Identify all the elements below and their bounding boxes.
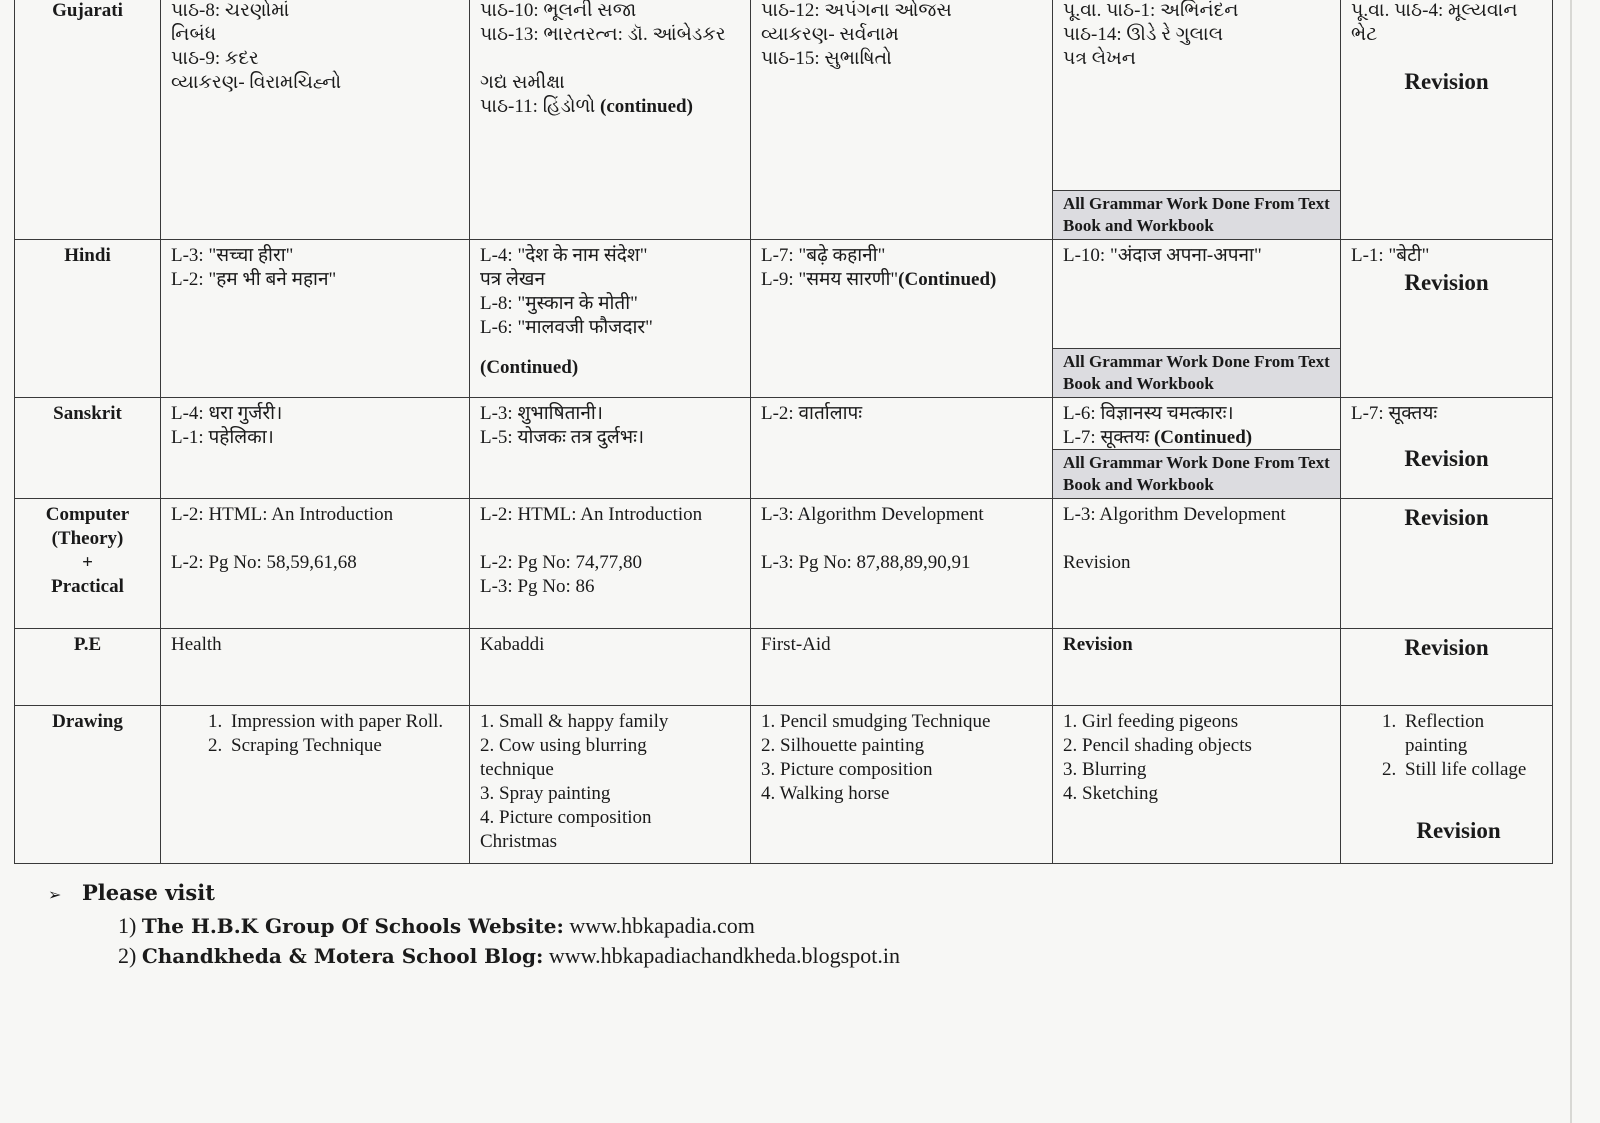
list-item: 1. Impression with paper Roll. <box>227 710 459 734</box>
topic-cell <box>751 0 1053 240</box>
topic-line <box>1063 527 1330 551</box>
topic-line: 3. Spray painting <box>480 783 611 804</box>
topic-cell <box>1053 398 1341 499</box>
subject-name <box>15 398 161 499</box>
subject-line: Sanskrit <box>53 403 122 424</box>
topic-cell <box>161 706 470 864</box>
topic-cell <box>1053 629 1341 706</box>
topic-line: 3. Blurring <box>1063 759 1147 780</box>
topic-line: પાઠ-12: અપંગના ઓજસ <box>761 0 952 21</box>
blog-link[interactable]: www.hbkapadiachandkheda.blogspot.in <box>548 943 900 968</box>
topic-line: પૂ.વા. પાઠ-4: મૂલ્યવાન <box>1351 0 1518 21</box>
topic-line <box>761 268 1042 292</box>
topic-line: પાઠ-15: સુભાષિતો <box>761 48 892 69</box>
drawing-list <box>1375 710 1542 782</box>
link-label: Chandkheda & Motera School Blog: <box>141 944 544 968</box>
revision-label: Revision <box>1063 634 1133 655</box>
topic-line: L-6: विज्ञानस्य चमत्कारः। <box>1063 403 1234 424</box>
topic-line: 1. Girl feeding pigeons <box>1063 711 1239 732</box>
topic-line: 1. Small & happy family <box>480 711 669 732</box>
subject-name <box>15 499 161 629</box>
arrow-bullet-icon: ➢ <box>48 887 62 904</box>
continued-marker: (Continued) <box>898 269 997 290</box>
topic-cell <box>470 398 751 499</box>
grammar-note: All Grammar Work Done From Text Book and Workbook <box>1053 449 1340 498</box>
subject-row-sanskrit <box>15 398 1553 499</box>
topic-line: L-2: HTML: An Introduction <box>480 504 703 525</box>
topic-line <box>1063 426 1330 450</box>
revision-label: Revision <box>1404 270 1489 295</box>
revision-label: Revision <box>1416 818 1501 843</box>
topic-line <box>761 527 1042 551</box>
topic-line: પત્ર લેખન <box>1063 48 1136 69</box>
topic-line: L-1: "बेटी" <box>1351 245 1430 266</box>
footer-link-item <box>48 941 900 971</box>
topic-line: L-4: "देश के नाम संदेश" <box>480 245 648 266</box>
revision-label: Revision <box>1404 69 1489 94</box>
topic-line: 4. Walking horse <box>761 783 890 804</box>
list-item: 1. Reflection painting <box>1401 710 1542 758</box>
topic-line: Christmas <box>480 831 558 852</box>
list-item: 2. Scraping Technique <box>227 734 459 758</box>
topic-line: 3. Picture composition <box>761 759 933 780</box>
grammar-note: All Grammar Work Done From Text Book and Workbook <box>1053 190 1340 239</box>
topic-line: પાઠ-13: ભારતરત્ન: ડૉ. આંબેડકર <box>480 24 726 45</box>
topic-cell <box>470 240 751 398</box>
topic-line: पत्र लेखन <box>480 269 545 290</box>
footer <box>48 878 900 971</box>
topic-line: 4. Picture composition <box>480 807 652 828</box>
topic-line: L-3: "सच्चा हीरा" <box>171 245 294 266</box>
topic-line: L-3: Pg No: 87,88,89,90,91 <box>761 552 971 573</box>
topic-cell <box>161 240 470 398</box>
topic-line: L-2: वार्तालापः <box>761 403 863 424</box>
topic-cell <box>1341 240 1553 398</box>
topic-line: L-3: Algorithm Development <box>761 504 984 525</box>
topic-line: વ્યાકરણ- વિરામચિહ્નો <box>171 72 342 93</box>
topic-line: L-1: पहेलिका। <box>171 427 274 448</box>
continued-marker: (Continued) <box>1153 427 1253 448</box>
topic-text: L-7: सूक्तयः <box>1063 427 1150 448</box>
topic-text: પાઠ-11: હિંડોળો <box>480 96 596 117</box>
topic-cell <box>1053 240 1341 398</box>
topic-line: technique <box>480 759 554 780</box>
grammar-note: All Grammar Work Done From Text Book and Workbook <box>1053 348 1340 397</box>
topic-cell <box>470 629 751 706</box>
topic-line: ભેટ <box>1351 24 1378 45</box>
topic-line: L-2: HTML: An Introduction <box>171 504 394 525</box>
subject-name <box>15 240 161 398</box>
footer-link-item <box>48 911 900 941</box>
topic-line: 2. Pencil shading objects <box>1063 735 1252 756</box>
footer-heading-row <box>48 878 900 911</box>
topic-cell <box>161 629 470 706</box>
topic-cell <box>751 706 1053 864</box>
drawing-list <box>201 710 459 758</box>
subject-line: (Theory) <box>51 528 124 549</box>
topic-line: Kabaddi <box>480 634 545 655</box>
topic-line <box>480 95 740 119</box>
syllabus-table <box>14 0 1553 864</box>
topic-line: ગદ્ય સમીક્ષા <box>480 72 565 93</box>
topic-line: L-3: Pg No: 86 <box>480 576 595 597</box>
subject-line: Hindi <box>64 245 111 266</box>
topic-text: L-9: "समय सारणी" <box>761 269 899 290</box>
topic-cell <box>1053 0 1341 240</box>
topic-line <box>171 527 459 551</box>
topic-line: L-6: "मालवजी फौजदार" <box>480 317 653 338</box>
topic-line: વ્યાકરણ- સર્વનામ <box>761 24 899 45</box>
topic-cell <box>1341 0 1553 240</box>
topic-line <box>480 47 740 71</box>
topic-line: પાઠ-9: કદર <box>171 48 259 69</box>
topic-cell <box>161 499 470 629</box>
topic-cell <box>470 706 751 864</box>
page-edge <box>1570 0 1572 1123</box>
subject-name <box>15 706 161 864</box>
topic-line: First-Aid <box>761 634 831 655</box>
subject-line: Practical <box>51 576 124 597</box>
topic-line: પાઠ-14: ઊડે રે ગુલાલ <box>1063 24 1224 45</box>
subject-line: Drawing <box>52 711 123 732</box>
continued-marker: (continued) <box>600 96 693 117</box>
topic-line: નિબંધ <box>171 24 217 45</box>
topic-line: પાઠ-10: ભૂલની સજા <box>480 0 637 21</box>
topic-line: L-2: "हम भी बने महान" <box>171 269 337 290</box>
website-link[interactable]: www.hbkapadia.com <box>569 913 755 938</box>
topic-cell <box>161 398 470 499</box>
subject-name <box>15 629 161 706</box>
topic-line: L-3: शुभाषितानी। <box>480 403 603 424</box>
link-number: 1) <box>118 913 137 938</box>
topic-line: 4. Sketching <box>1063 783 1158 804</box>
topic-line: 2. Silhouette painting <box>761 735 925 756</box>
link-label: The H.B.K Group Of Schools Website: <box>141 914 564 938</box>
subject-line: + <box>82 552 93 573</box>
topic-line: L-7: "बढ़े कहानी" <box>761 245 886 266</box>
subject-row-pe <box>15 629 1553 706</box>
topic-line: પાઠ-8: ચરણોમાં <box>171 0 290 21</box>
topic-line <box>480 527 740 551</box>
topic-line: 2. Cow using blurring <box>480 735 647 756</box>
link-number: 2) <box>118 943 137 968</box>
subject-line: Gujarati <box>52 0 123 21</box>
topic-cell <box>1053 706 1341 864</box>
topic-cell <box>751 629 1053 706</box>
subject-line: P.E <box>73 634 102 655</box>
topic-cell <box>1341 499 1553 629</box>
revision-label: Revision <box>1404 446 1489 471</box>
topic-cell <box>161 0 470 240</box>
subject-row-hindi <box>15 240 1553 398</box>
revision-label: Revision <box>1404 505 1489 530</box>
subject-row-gujarati <box>15 0 1553 240</box>
topic-line: L-2: Pg No: 58,59,61,68 <box>171 552 357 573</box>
topic-cell <box>1341 706 1553 864</box>
topic-line: Health <box>171 634 222 655</box>
subject-row-drawing <box>15 706 1553 864</box>
topic-cell <box>751 398 1053 499</box>
list-item: 2. Still life collage <box>1401 758 1542 782</box>
continued-marker: (Continued) <box>480 357 579 378</box>
topic-cell <box>470 499 751 629</box>
topic-cell <box>1341 398 1553 499</box>
topic-line: Revision <box>1063 552 1131 573</box>
topic-cell <box>1053 499 1341 629</box>
topic-line: L-8: "मुस्कान के मोती" <box>480 293 638 314</box>
topic-cell <box>751 240 1053 398</box>
topic-line: પૂ.વા. પાઠ-1: અભિનંદન <box>1063 0 1239 21</box>
footer-heading: Please visit <box>82 880 215 905</box>
topic-line: L-2: Pg No: 74,77,80 <box>480 552 643 573</box>
subject-line: Computer <box>45 504 130 525</box>
topic-line: L-5: योजकः तत्र दुर्लभः। <box>480 427 645 448</box>
revision-label: Revision <box>1404 635 1489 660</box>
subject-row-computer <box>15 499 1553 629</box>
subject-name <box>15 0 161 240</box>
topic-line: L-3: Algorithm Development <box>1063 504 1286 525</box>
topic-cell <box>470 0 751 240</box>
topic-cell <box>1341 629 1553 706</box>
topic-line: 1. Pencil smudging Technique <box>761 711 991 732</box>
topic-cell <box>751 499 1053 629</box>
topic-line: L-10: "अंदाज अपना-अपना" <box>1063 245 1262 266</box>
topic-line: L-7: सूक्तयः <box>1351 403 1438 424</box>
topic-line: L-4: धरा गुर्जरी। <box>171 403 283 424</box>
